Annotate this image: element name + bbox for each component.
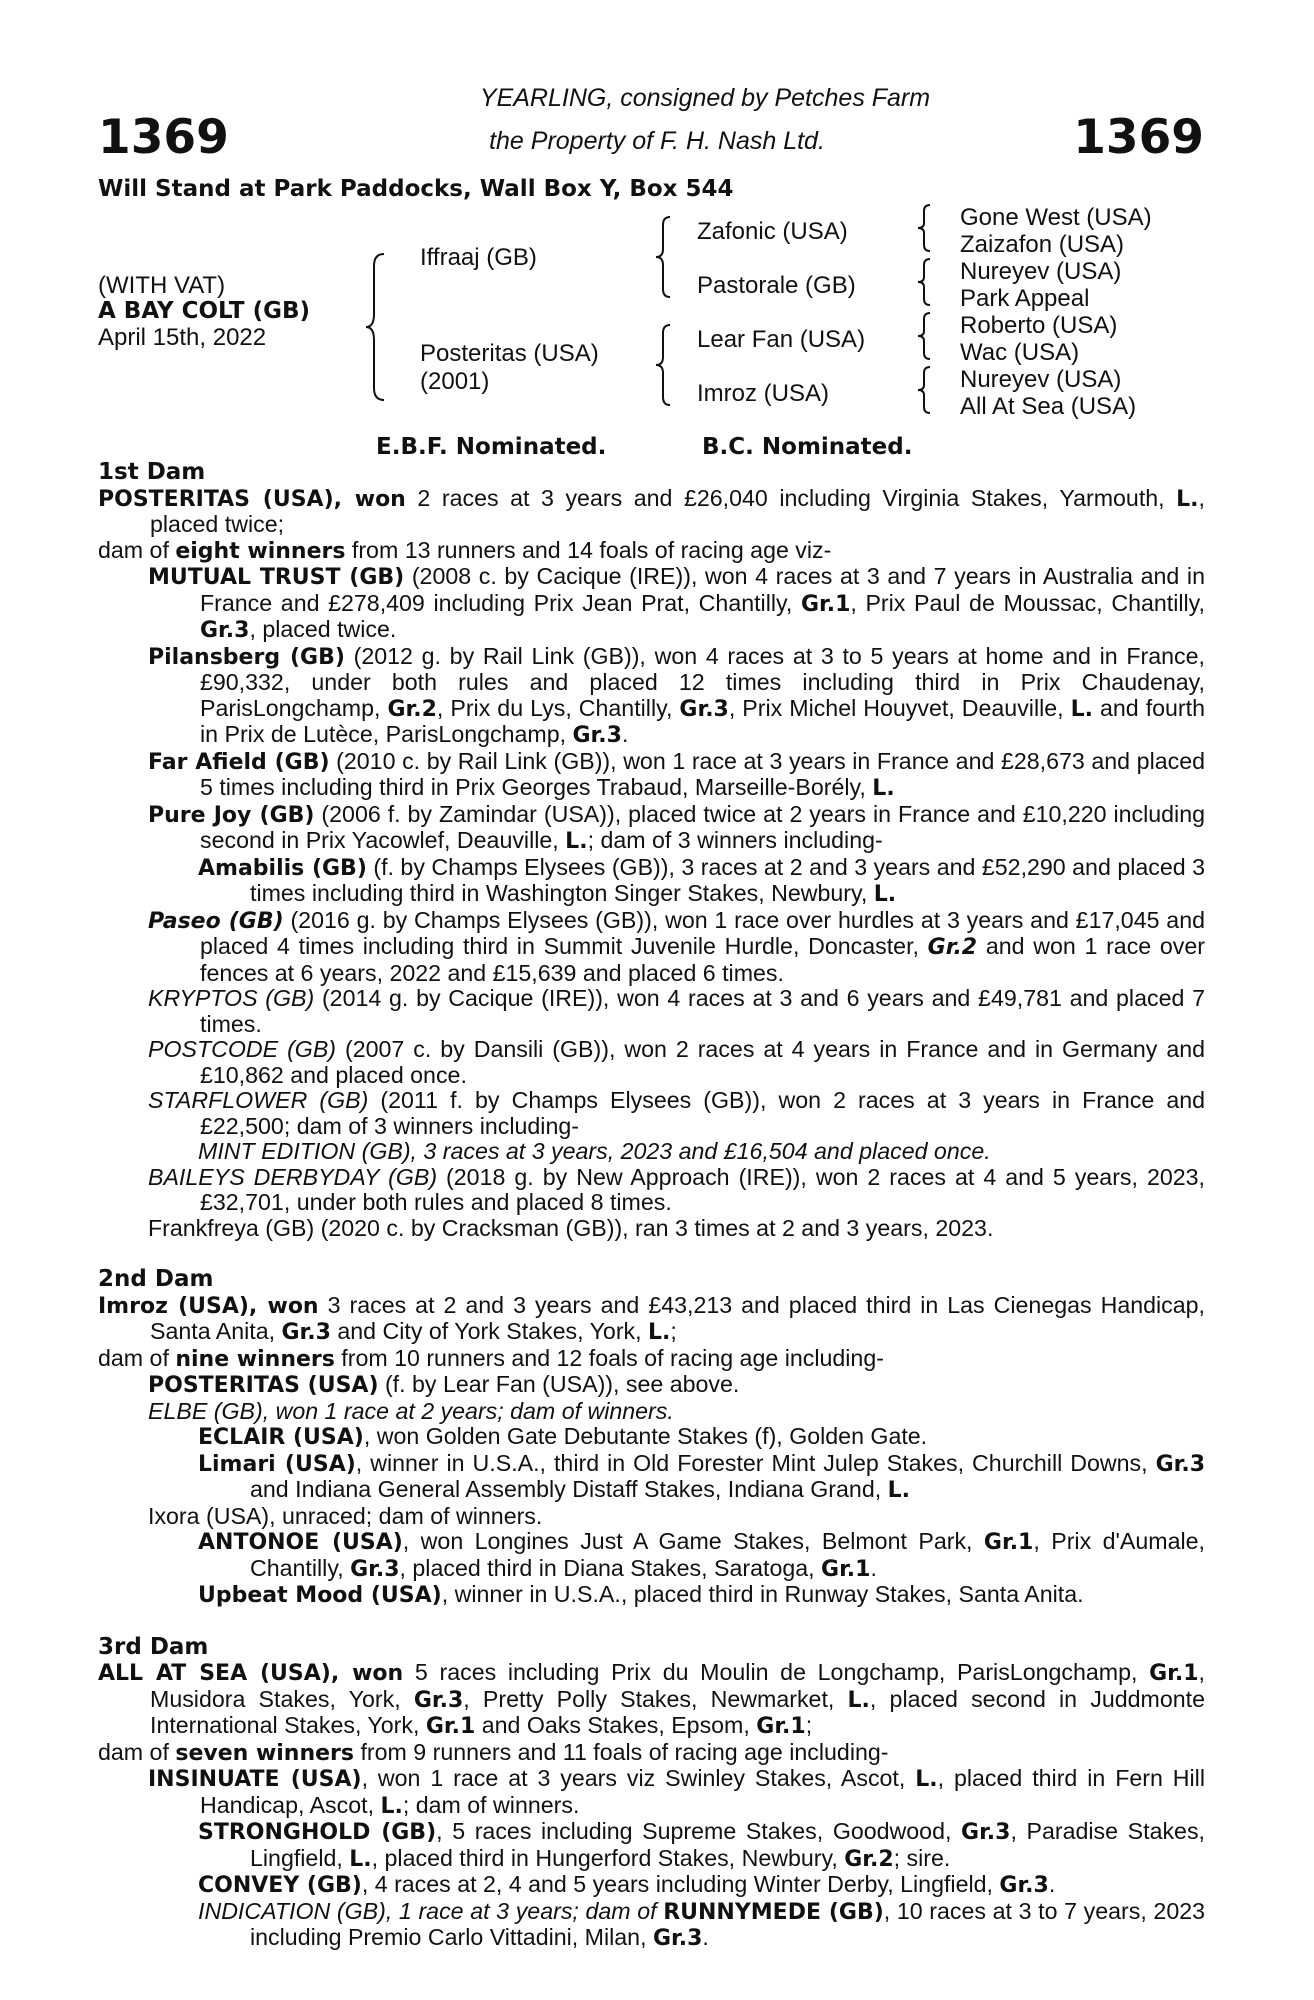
entry-paseo: Paseo (GB) (2016 g. by Champs Elysees (GB)), won 1 race over hurdles at 3 years and £17,045 and placed 4 times including third in Summit Juvenile Hurdle, Doncaster, Gr.2 and won 1 race over fences at 6 years, 2022 and £15,639 and placed 6 times. — [148, 906, 1205, 986]
vat-note: (WITH VAT) — [98, 272, 226, 299]
header-property: the Property of F. H. Nash Ltd. — [489, 127, 825, 155]
entry-stronghold: STRONGHOLD (GB), 5 races including Supreme Stakes, Goodwood, Gr.3, Paradise Stakes, Lingfield, L., placed third in Hungerford Stakes, Newbury, Gr.2; sire. — [198, 1818, 1205, 1872]
entry-baileys-derbyday: BAILEYS DERBYDAY (GB) (2018 g. by New Approach (IRE)), won 2 races at 4 and 5 years, 2023, £32,701, under both rules and placed 8 times. — [148, 1163, 1205, 1215]
second-dam-produce: dam of nine winners from 10 runners and 12 foals of racing age including- — [98, 1344, 884, 1372]
second-dam-summary: Imroz (USA), won 3 races at 2 and 3 years and £43,213 and placed third in Las Cienegas Handicap, Santa Anita, Gr.3 and City of York Stakes, York, L.; — [98, 1291, 1206, 1345]
pedigree-brace-sire — [654, 215, 674, 299]
lot-number-right: 1369 — [1073, 110, 1204, 165]
pedigree-brace-g3 — [916, 311, 934, 361]
entry-eclair: ECLAIR (USA), won Golden Gate Debutante Stakes (f), Golden Gate. — [198, 1423, 928, 1450]
pedigree-gen3-5: Roberto (USA) — [960, 312, 1118, 339]
pedigree-brace-g2 — [916, 257, 934, 307]
entry-posteritas: POSTERITAS (USA) (f. by Lear Fan (USA)), see above. — [148, 1371, 740, 1398]
pedigree-gen3-1: Gone West (USA) — [960, 204, 1152, 231]
first-dam-heading: 1st Dam — [98, 459, 206, 485]
pedigree-dam-sire: Lear Fan (USA) — [697, 326, 866, 353]
lot-number-left: 1369 — [98, 110, 229, 165]
pedigree-gen3-7: Nureyev (USA) — [960, 366, 1122, 393]
header-consignor: YEARLING, consigned by Petches Farm — [479, 84, 931, 112]
entry-far-afield: Far Afield (GB) (2010 c. by Rail Link (GB)), won 1 race at 3 years in France and £28,673 and placed 5 times including third in Prix Georges Trabaud, Marseille-Borély, L. — [148, 747, 1206, 801]
produce-record — [98, 460, 1205, 1952]
pedigree-sire-sire: Zafonic (USA) — [697, 218, 848, 245]
entry-kryptos: KRYPTOS (GB) (2014 g. by Cacique (IRE)), won 4 races at 3 and 6 years and £49,781 and placed 7 times. — [148, 985, 1205, 1037]
entry-insinuate: INSINUATE (USA), won 1 race at 3 years viz Swinley Stakes, Ascot, L., placed third in Fern Hill Handicap, Ascot, L.; dam of winners. — [148, 1765, 1205, 1819]
third-dam-heading: 3rd Dam — [98, 1633, 209, 1660]
horse-dob: April 15th, 2022 — [98, 324, 267, 351]
first-dam-produce: dam of eight winners from 13 runners and 14 foals of racing age viz- — [98, 536, 832, 564]
pedigree-brace-dam — [654, 323, 674, 407]
pedigree-dam-dam: Imroz (USA) — [697, 380, 829, 407]
entry-ixora: Ixora (USA), unraced; dam of winners. — [148, 1502, 543, 1529]
entry-starflower: STARFLOWER (GB) (2011 f. by Champs Elysees (GB)), won 2 races at 3 years in France and £22,500; dam of 3 winners including- — [148, 1087, 1206, 1139]
pedigree-gen3-8: All At Sea (USA) — [960, 393, 1137, 420]
entry-pure-joy: Pure Joy (GB) (2006 f. by Zamindar (USA)), placed twice at 2 years in France and £10,220 including second in Prix Yacowlef, Deauville, L.; dam of 3 winners including- — [148, 800, 1206, 854]
pedigree-sire: Iffraaj (GB) — [420, 244, 537, 271]
ebf-nominated: E.B.F. Nominated. — [376, 434, 607, 460]
pedigree-gen3-3: Nureyev (USA) — [960, 258, 1122, 285]
pedigree-gen3-2: Zaizafon (USA) — [960, 231, 1125, 258]
pedigree-brace-main — [364, 252, 388, 402]
pedigree-dam-year: (2001) — [420, 368, 490, 395]
first-dam-summary: POSTERITAS (USA), won 2 races at 3 years and £26,040 including Virginia Stakes, Yarmouth, L., placed twice; — [98, 484, 1205, 537]
horse-name: A BAY COLT (GB) — [98, 298, 311, 324]
entry-upbeat-mood: Upbeat Mood (USA), winner in U.S.A., placed third in Runway Stakes, Santa Anita. — [198, 1581, 1084, 1608]
pedigree-brace-g4 — [916, 365, 934, 415]
entry-pilansberg: Pilansberg (GB) (2012 g. by Rail Link (GB)), won 4 races at 3 to 5 years at home and in France, £90,332, under both rules and placed 12 times including third in Prix Chaudenay, ParisLongchamp, Gr.2, Prix du Lys, Chantilly, Gr.3, Prix Michel Houyvet, Deauville, L. and fourth in Prix de Lutèce, ParisLongchamp, Gr.3. — [148, 642, 1205, 748]
second-dam-heading: 2nd Dam — [98, 1266, 214, 1292]
pedigree-gen3-4: Park Appeal — [960, 285, 1090, 312]
entry-frankfreya: Frankfreya (GB) (2020 c. by Cracksman (GB)), ran 3 times at 2 and 3 years, 2023. — [148, 1214, 994, 1241]
entry-limari: Limari (USA), winner in U.S.A., third in Old Forester Mint Julep Stakes, Churchill Downs, Gr.3 and Indiana General Assembly Distaff Stakes, Indiana Grand, L. — [198, 1449, 1205, 1503]
third-dam-summary: ALL AT SEA (USA), won 5 races including Prix du Moulin de Longchamp, ParisLongchamp, Gr.1, Musidora Stakes, York, Gr.3, Pretty Polly Stakes, Newmarket, L., placed second in Juddmonte International Stakes, York, Gr.1 and Oaks Stakes, Epsom, Gr.1; — [98, 1659, 1206, 1739]
third-dam-produce: dam of seven winners from 9 runners and 11 foals of racing age including- — [98, 1738, 889, 1766]
pedigree-sire-dam: Pastorale (GB) — [697, 272, 856, 299]
entry-antonoe: ANTONOE (USA), won Longines Just A Game Stakes, Belmont Park, Gr.1, Prix d'Aumale, Chantilly, Gr.3, placed third in Diana Stakes, Saratoga, Gr.1. — [198, 1528, 1205, 1582]
entry-convey: CONVEY (GB), 4 races at 2, 4 and 5 years including Winter Derby, Lingfield, Gr.3. — [198, 1871, 1056, 1898]
bc-nominated: B.C. Nominated. — [702, 434, 913, 460]
pedigree-brace-g1 — [916, 203, 934, 253]
entry-mint-edition: MINT EDITION (GB), 3 races at 3 years, 2023 and £16,504 and placed once. — [198, 1138, 991, 1164]
pedigree-gen3-6: Wac (USA) — [960, 339, 1080, 366]
pedigree-dam: Posteritas (USA) — [420, 340, 599, 367]
entry-elbe: ELBE (GB), won 1 race at 2 years; dam of winners. — [148, 1397, 674, 1424]
entry-amabilis: Amabilis (GB) (f. by Champs Elysees (GB)), 3 races at 2 and 3 years and £52,290 and placed 3 times including third in Washington Singer Stakes, Newbury, L. — [198, 853, 1205, 907]
entry-indication: INDICATION (GB), 1 race at 3 years; dam of RUNNYMEDE (GB), 10 races at 3 to 7 years, 2023 including Premio Carlo Vittadini, Milan, Gr.3. — [198, 1897, 1206, 1951]
entry-mutual-trust: MUTUAL TRUST (GB) (2008 c. by Cacique (IRE)), won 4 races at 3 and 7 years in Australia and in France and £278,409 including Prix Jean Prat, Chantilly, Gr.1, Prix Paul de Moussac, Chantilly, Gr.3, placed twice. — [148, 563, 1205, 643]
stand-location: Will Stand at Park Paddocks, Wall Box Y, Box 544 — [98, 176, 734, 202]
entry-postcode: POSTCODE (GB) (2007 c. by Dansili (GB)), won 2 races at 4 years in France and in Germany and £10,862 and placed once. — [148, 1036, 1206, 1088]
